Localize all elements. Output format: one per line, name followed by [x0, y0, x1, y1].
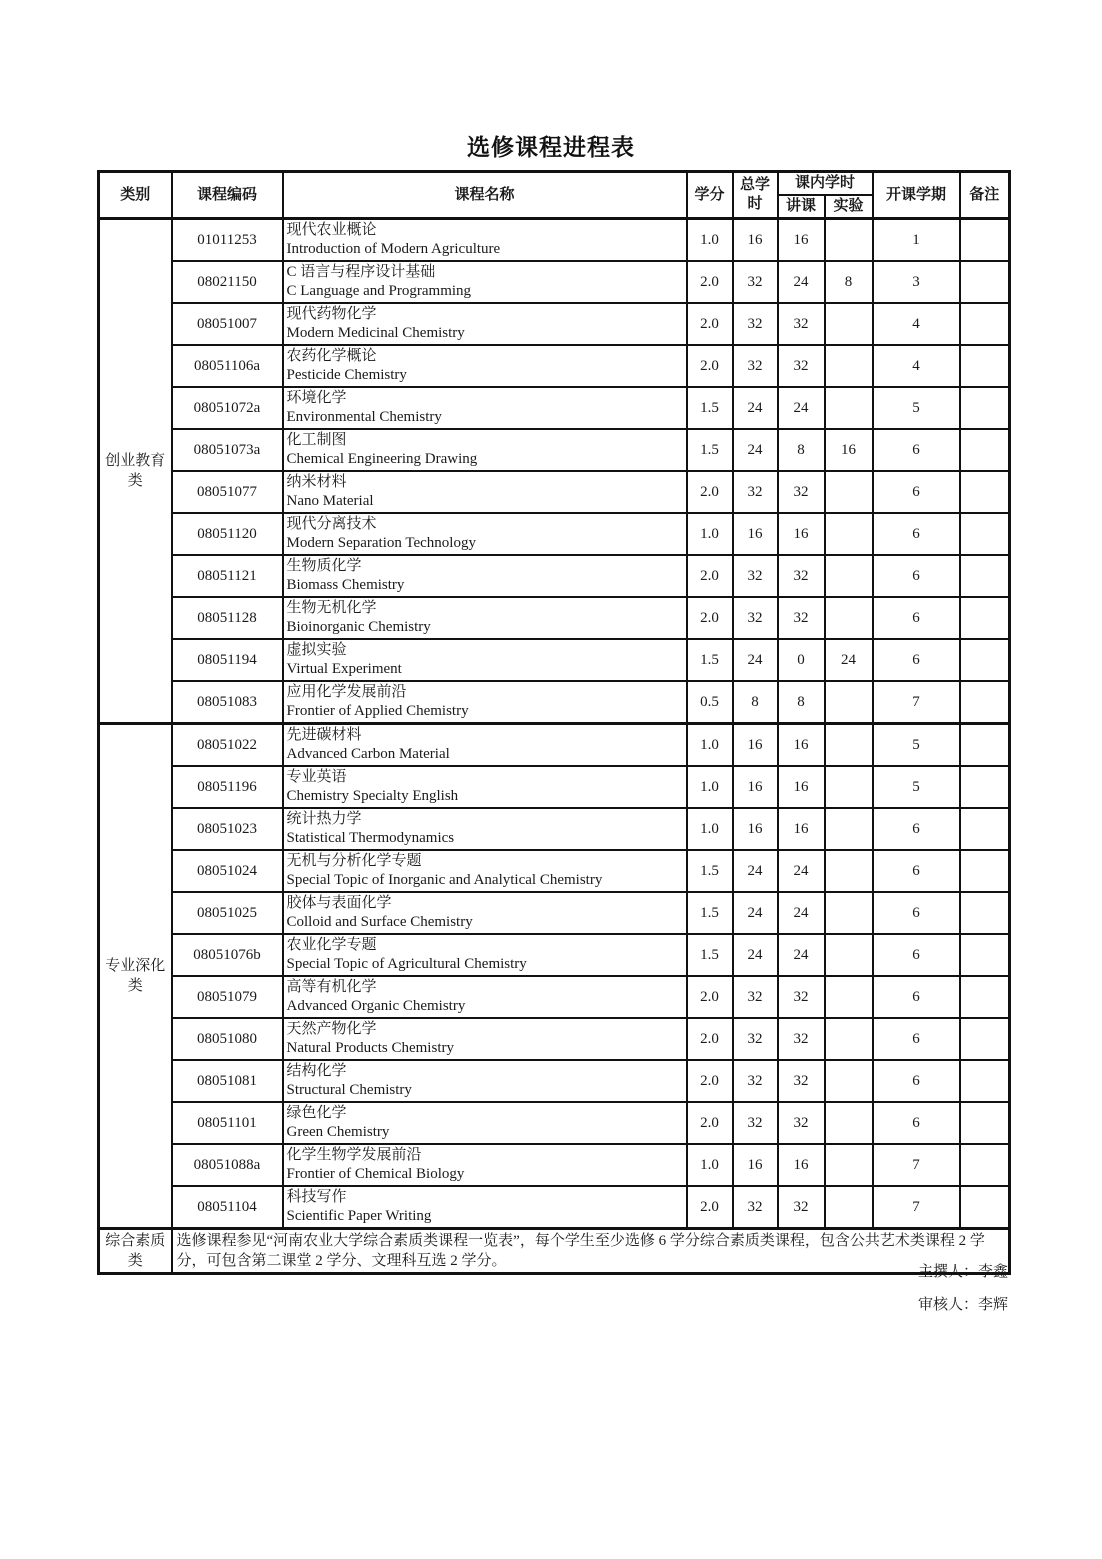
header-lecture: 讲课 — [778, 195, 825, 219]
header-course-code: 课程编码 — [172, 172, 283, 219]
semester-cell: 6 — [873, 808, 960, 850]
total-hours-cell: 16 — [733, 808, 778, 850]
lecture-hours-cell: 32 — [778, 471, 825, 513]
header-total-hours: 总学时 — [733, 172, 778, 219]
total-hours-cell: 16 — [733, 724, 778, 767]
remark-cell — [960, 681, 1010, 724]
remark-cell — [960, 1144, 1010, 1186]
semester-cell: 6 — [873, 555, 960, 597]
lecture-hours-cell: 16 — [778, 766, 825, 808]
header-remark: 备注 — [960, 172, 1010, 219]
table-row — [99, 471, 1010, 513]
course-name-cell — [283, 766, 687, 808]
remark-cell — [960, 639, 1010, 681]
course-code-cell: 01011253 — [172, 219, 283, 262]
semester-cell: 6 — [873, 513, 960, 555]
course-name-cell — [283, 471, 687, 513]
remark-cell — [960, 934, 1010, 976]
total-hours-cell: 24 — [733, 387, 778, 429]
course-code-cell: 08051007 — [172, 303, 283, 345]
remark-cell — [960, 808, 1010, 850]
course-name-en: Biomass Chemistry — [286, 577, 405, 593]
table-row — [99, 387, 1010, 429]
course-name-cn: 化工制图 — [286, 432, 347, 448]
semester-cell: 7 — [873, 1144, 960, 1186]
total-hours-cell: 32 — [733, 597, 778, 639]
experiment-hours-cell: 16 — [825, 429, 873, 471]
table-row — [99, 934, 1010, 976]
course-code-cell: 08051194 — [172, 639, 283, 681]
credits-cell: 2.0 — [687, 261, 733, 303]
course-name-cn: 纳米材料 — [286, 474, 347, 490]
course-name-en: Frontier of Applied Chemistry — [286, 703, 469, 719]
lecture-hours-cell: 32 — [778, 303, 825, 345]
course-code-cell: 08051077 — [172, 471, 283, 513]
credits-cell: 2.0 — [687, 555, 733, 597]
semester-cell: 4 — [873, 345, 960, 387]
course-name-cell — [283, 681, 687, 724]
course-code-cell: 08051081 — [172, 1060, 283, 1102]
course-name-cell — [283, 597, 687, 639]
course-name-cn: C 语言与程序设计基础 — [286, 264, 436, 280]
table-row — [99, 1229, 1010, 1274]
semester-cell: 1 — [873, 219, 960, 262]
lecture-hours-cell: 32 — [778, 345, 825, 387]
table-row — [99, 1144, 1010, 1186]
remark-cell — [960, 219, 1010, 262]
lecture-hours-cell: 32 — [778, 1018, 825, 1060]
lecture-hours-cell: 0 — [778, 639, 825, 681]
credits-cell: 1.5 — [687, 850, 733, 892]
course-name-en: Bioinorganic Chemistry — [286, 619, 431, 635]
course-code-cell: 08051196 — [172, 766, 283, 808]
page-title: 选修课程进程表 — [467, 135, 635, 160]
category-cell: 创业教育类 — [99, 219, 172, 724]
header-semester: 开课学期 — [873, 172, 960, 219]
course-name-en: Environmental Chemistry — [286, 409, 442, 425]
experiment-hours-cell — [825, 1186, 873, 1229]
remark-cell — [960, 597, 1010, 639]
table-row — [99, 555, 1010, 597]
table-row — [99, 808, 1010, 850]
course-name-en: Advanced Carbon Material — [286, 746, 450, 762]
table-row — [99, 639, 1010, 681]
table-row — [99, 976, 1010, 1018]
course-name-en: Introduction of Modern Agriculture — [286, 241, 501, 257]
semester-cell: 6 — [873, 429, 960, 471]
course-name-cell — [283, 303, 687, 345]
course-name-cell — [283, 555, 687, 597]
course-name-cn: 结构化学 — [286, 1063, 347, 1079]
credits-cell: 1.5 — [687, 387, 733, 429]
lecture-hours-cell: 16 — [778, 724, 825, 767]
table-row — [99, 303, 1010, 345]
course-name-cn: 天然产物化学 — [286, 1021, 377, 1037]
table-row — [99, 892, 1010, 934]
credits-cell: 1.0 — [687, 219, 733, 262]
total-hours-cell: 32 — [733, 1060, 778, 1102]
total-hours-cell: 32 — [733, 303, 778, 345]
course-code-cell: 08051106a — [172, 345, 283, 387]
lecture-hours-cell: 32 — [778, 555, 825, 597]
remark-cell — [960, 724, 1010, 767]
credits-cell: 1.0 — [687, 1144, 733, 1186]
course-name-en: Frontier of Chemical Biology — [286, 1166, 465, 1182]
remark-cell — [960, 261, 1010, 303]
semester-cell: 6 — [873, 934, 960, 976]
remark-cell — [960, 387, 1010, 429]
credits-cell: 1.5 — [687, 892, 733, 934]
course-name-cell — [283, 219, 687, 262]
total-hours-cell: 24 — [733, 429, 778, 471]
course-name-cn: 绿色化学 — [286, 1105, 347, 1121]
course-name-cell — [283, 387, 687, 429]
course-name-cn: 高等有机化学 — [286, 979, 377, 995]
semester-cell: 6 — [873, 892, 960, 934]
table-row — [99, 513, 1010, 555]
experiment-hours-cell — [825, 724, 873, 767]
course-name-en: Chemical Engineering Drawing — [286, 451, 478, 467]
course-name-cn: 生物质化学 — [286, 558, 362, 574]
total-hours-cell: 24 — [733, 850, 778, 892]
remark-cell — [960, 555, 1010, 597]
course-name-cn: 现代农业概论 — [286, 222, 377, 238]
course-code-cell: 08051080 — [172, 1018, 283, 1060]
total-hours-cell: 24 — [733, 934, 778, 976]
course-name-en: Chemistry Specialty English — [286, 788, 459, 804]
credits-cell: 2.0 — [687, 345, 733, 387]
table-row — [99, 1102, 1010, 1144]
remark-cell — [960, 766, 1010, 808]
experiment-hours-cell — [825, 808, 873, 850]
remark-cell — [960, 303, 1010, 345]
course-name-en: Advanced Organic Chemistry — [286, 998, 466, 1014]
remark-cell — [960, 976, 1010, 1018]
course-code-cell: 08051076b — [172, 934, 283, 976]
table-row — [99, 850, 1010, 892]
total-hours-cell: 16 — [733, 513, 778, 555]
total-hours-cell: 16 — [733, 766, 778, 808]
remark-cell — [960, 471, 1010, 513]
course-code-cell: 08051072a — [172, 387, 283, 429]
lecture-hours-cell: 16 — [778, 513, 825, 555]
table-row — [99, 345, 1010, 387]
total-hours-cell: 32 — [733, 555, 778, 597]
course-rows — [99, 219, 1010, 1229]
course-name-cn: 农业化学专题 — [286, 937, 377, 953]
category-cell: 综合素质类 — [99, 1229, 172, 1274]
experiment-hours-cell — [825, 1060, 873, 1102]
total-hours-cell: 32 — [733, 345, 778, 387]
total-hours-cell: 16 — [733, 219, 778, 262]
course-code-cell: 08051101 — [172, 1102, 283, 1144]
lecture-hours-cell: 24 — [778, 261, 825, 303]
table-row — [99, 597, 1010, 639]
header-course-name: 课程名称 — [283, 172, 687, 219]
table-row — [99, 1060, 1010, 1102]
table-row — [99, 429, 1010, 471]
experiment-hours-cell — [825, 766, 873, 808]
lecture-hours-cell: 24 — [778, 892, 825, 934]
experiment-hours-cell — [825, 850, 873, 892]
course-code-cell: 08051023 — [172, 808, 283, 850]
total-hours-cell: 24 — [733, 892, 778, 934]
course-name-cn: 胶体与表面化学 — [286, 895, 392, 911]
remark-cell — [960, 513, 1010, 555]
course-code-cell: 08051120 — [172, 513, 283, 555]
remark-cell — [960, 1018, 1010, 1060]
remark-cell — [960, 345, 1010, 387]
course-name-en: Special Topic of Inorganic and Analytical Chemistry — [286, 872, 603, 888]
semester-cell: 6 — [873, 1102, 960, 1144]
course-name-cell — [283, 429, 687, 471]
credits-cell: 2.0 — [687, 1186, 733, 1229]
course-name-cn: 现代药物化学 — [286, 306, 377, 322]
experiment-hours-cell — [825, 513, 873, 555]
course-name-cn: 专业英语 — [286, 769, 347, 785]
lecture-hours-cell: 32 — [778, 1060, 825, 1102]
course-code-cell: 08051024 — [172, 850, 283, 892]
course-name-cell — [283, 639, 687, 681]
course-name-cn: 统计热力学 — [286, 811, 362, 827]
experiment-hours-cell — [825, 892, 873, 934]
author-signature: 主撰人：李鑫 — [917, 1264, 1008, 1280]
course-name-cn: 先进碳材料 — [286, 727, 362, 743]
course-name-cn: 科技写作 — [286, 1189, 347, 1205]
course-name-cell — [283, 850, 687, 892]
experiment-hours-cell: 8 — [825, 261, 873, 303]
course-name-cell — [283, 345, 687, 387]
semester-cell: 6 — [873, 597, 960, 639]
semester-cell: 7 — [873, 1186, 960, 1229]
remark-cell — [960, 1186, 1010, 1229]
experiment-hours-cell — [825, 934, 873, 976]
lecture-hours-cell: 24 — [778, 850, 825, 892]
total-hours-cell: 32 — [733, 1018, 778, 1060]
credits-cell: 2.0 — [687, 471, 733, 513]
course-name-cn: 无机与分析化学专题 — [286, 853, 422, 869]
experiment-hours-cell — [825, 976, 873, 1018]
table-row — [99, 724, 1010, 767]
course-name-en: Natural Products Chemistry — [286, 1040, 454, 1056]
experiment-hours-cell — [825, 303, 873, 345]
course-code-cell: 08051083 — [172, 681, 283, 724]
header-credits: 学分 — [687, 172, 733, 219]
experiment-hours-cell — [825, 345, 873, 387]
course-code-cell: 08051025 — [172, 892, 283, 934]
course-code-cell: 08021150 — [172, 261, 283, 303]
course-name-cell — [283, 261, 687, 303]
lecture-hours-cell: 32 — [778, 1186, 825, 1229]
course-name-en: Nano Material — [286, 493, 374, 509]
experiment-hours-cell — [825, 1144, 873, 1186]
lecture-hours-cell: 24 — [778, 387, 825, 429]
lecture-hours-cell: 32 — [778, 976, 825, 1018]
credits-cell: 1.0 — [687, 513, 733, 555]
table-header — [99, 172, 1010, 219]
note-section — [99, 1229, 1010, 1274]
course-name-cn: 现代分离技术 — [286, 516, 377, 532]
experiment-hours-cell — [825, 387, 873, 429]
semester-cell: 5 — [873, 387, 960, 429]
course-name-cn: 化学生物学发展前沿 — [286, 1147, 422, 1163]
course-name-cell — [283, 513, 687, 555]
course-name-cell — [283, 1060, 687, 1102]
course-name-cn: 应用化学发展前沿 — [286, 684, 407, 700]
experiment-hours-cell — [825, 555, 873, 597]
semester-cell: 6 — [873, 976, 960, 1018]
header-in-class-hours: 课内学时 — [778, 172, 873, 196]
lecture-hours-cell: 16 — [778, 808, 825, 850]
lecture-hours-cell: 32 — [778, 597, 825, 639]
lecture-hours-cell: 32 — [778, 1102, 825, 1144]
experiment-hours-cell — [825, 1018, 873, 1060]
experiment-hours-cell — [825, 597, 873, 639]
lecture-hours-cell: 16 — [778, 219, 825, 262]
credits-cell: 2.0 — [687, 597, 733, 639]
remark-cell — [960, 1102, 1010, 1144]
course-name-en: Scientific Paper Writing — [286, 1208, 432, 1224]
experiment-hours-cell — [825, 219, 873, 262]
table-row — [99, 681, 1010, 724]
semester-cell: 3 — [873, 261, 960, 303]
credits-cell: 2.0 — [687, 1060, 733, 1102]
semester-cell: 6 — [873, 1060, 960, 1102]
experiment-hours-cell — [825, 471, 873, 513]
table-row — [99, 261, 1010, 303]
table-row — [99, 219, 1010, 262]
credits-cell: 2.0 — [687, 1018, 733, 1060]
credits-cell: 2.0 — [687, 1102, 733, 1144]
table-row — [99, 1186, 1010, 1229]
course-name-en: Special Topic of Agricultural Chemistry — [286, 956, 527, 972]
total-hours-cell: 8 — [733, 681, 778, 724]
remark-cell — [960, 429, 1010, 471]
course-name-en: Virtual Experiment — [286, 661, 402, 677]
lecture-hours-cell: 8 — [778, 429, 825, 471]
remark-cell — [960, 850, 1010, 892]
experiment-hours-cell — [825, 681, 873, 724]
semester-cell: 6 — [873, 639, 960, 681]
course-name-en: Green Chemistry — [286, 1124, 390, 1140]
category-note: 选修课程参见“河南农业大学综合素质类课程一览表”，每个学生至少选修 6 学分综合素质类课程，包含公共艺术类课程 2 学 分，可包含第二课堂 2 学分、文理科互选 2 学分。 — [172, 1229, 1010, 1274]
elective-course-table — [97, 170, 1011, 1275]
semester-cell: 5 — [873, 724, 960, 767]
lecture-hours-cell: 16 — [778, 1144, 825, 1186]
lecture-hours-cell: 24 — [778, 934, 825, 976]
course-name-en: Structural Chemistry — [286, 1082, 412, 1098]
credits-cell: 1.5 — [687, 934, 733, 976]
lecture-hours-cell: 8 — [778, 681, 825, 724]
total-hours-cell: 32 — [733, 976, 778, 1018]
course-name-cn: 虚拟实验 — [286, 642, 347, 658]
total-hours-cell: 32 — [733, 1186, 778, 1229]
course-name-cell — [283, 976, 687, 1018]
category-cell: 专业深化类 — [99, 724, 172, 1229]
credits-cell: 0.5 — [687, 681, 733, 724]
experiment-hours-cell: 24 — [825, 639, 873, 681]
semester-cell: 7 — [873, 681, 960, 724]
course-code-cell: 08051022 — [172, 724, 283, 767]
course-name-en: Statistical Thermodynamics — [286, 830, 455, 846]
remark-cell — [960, 892, 1010, 934]
reviewer-signature: 审核人：李辉 — [917, 1297, 1008, 1313]
table-row — [99, 1018, 1010, 1060]
table-row — [99, 766, 1010, 808]
total-hours-cell: 32 — [733, 471, 778, 513]
course-code-cell: 08051073a — [172, 429, 283, 471]
course-name-cell — [283, 1186, 687, 1229]
header-experiment: 实验 — [825, 195, 873, 219]
course-code-cell: 08051079 — [172, 976, 283, 1018]
course-code-cell: 08051128 — [172, 597, 283, 639]
course-name-cell — [283, 724, 687, 767]
course-name-en: Colloid and Surface Chemistry — [286, 914, 473, 930]
total-hours-cell: 24 — [733, 639, 778, 681]
course-name-en: Pesticide Chemistry — [286, 367, 407, 383]
credits-cell: 2.0 — [687, 976, 733, 1018]
course-name-cell — [283, 1144, 687, 1186]
course-name-cn: 生物无机化学 — [286, 600, 377, 616]
semester-cell: 4 — [873, 303, 960, 345]
credits-cell: 1.0 — [687, 724, 733, 767]
course-name-cn: 环境化学 — [286, 390, 347, 406]
semester-cell: 6 — [873, 471, 960, 513]
course-code-cell: 08051088a — [172, 1144, 283, 1186]
credits-cell: 1.5 — [687, 639, 733, 681]
credits-cell: 2.0 — [687, 303, 733, 345]
total-hours-cell: 32 — [733, 261, 778, 303]
course-name-cell — [283, 1018, 687, 1060]
course-name-cn: 农药化学概论 — [286, 348, 377, 364]
course-code-cell: 08051121 — [172, 555, 283, 597]
course-name-en: C Language and Programming — [286, 283, 472, 299]
credits-cell: 1.5 — [687, 429, 733, 471]
course-name-cell — [283, 1102, 687, 1144]
total-hours-cell: 32 — [733, 1102, 778, 1144]
course-name-cell — [283, 892, 687, 934]
header-category: 类别 — [99, 172, 172, 219]
course-name-cell — [283, 934, 687, 976]
course-name-en: Modern Separation Technology — [286, 535, 476, 551]
credits-cell: 1.0 — [687, 808, 733, 850]
total-hours-cell: 16 — [733, 1144, 778, 1186]
semester-cell: 5 — [873, 766, 960, 808]
semester-cell: 6 — [873, 1018, 960, 1060]
course-code-cell: 08051104 — [172, 1186, 283, 1229]
semester-cell: 6 — [873, 850, 960, 892]
course-name-cell — [283, 808, 687, 850]
experiment-hours-cell — [825, 1102, 873, 1144]
course-name-en: Modern Medicinal Chemistry — [286, 325, 465, 341]
remark-cell — [960, 1060, 1010, 1102]
credits-cell: 1.0 — [687, 766, 733, 808]
